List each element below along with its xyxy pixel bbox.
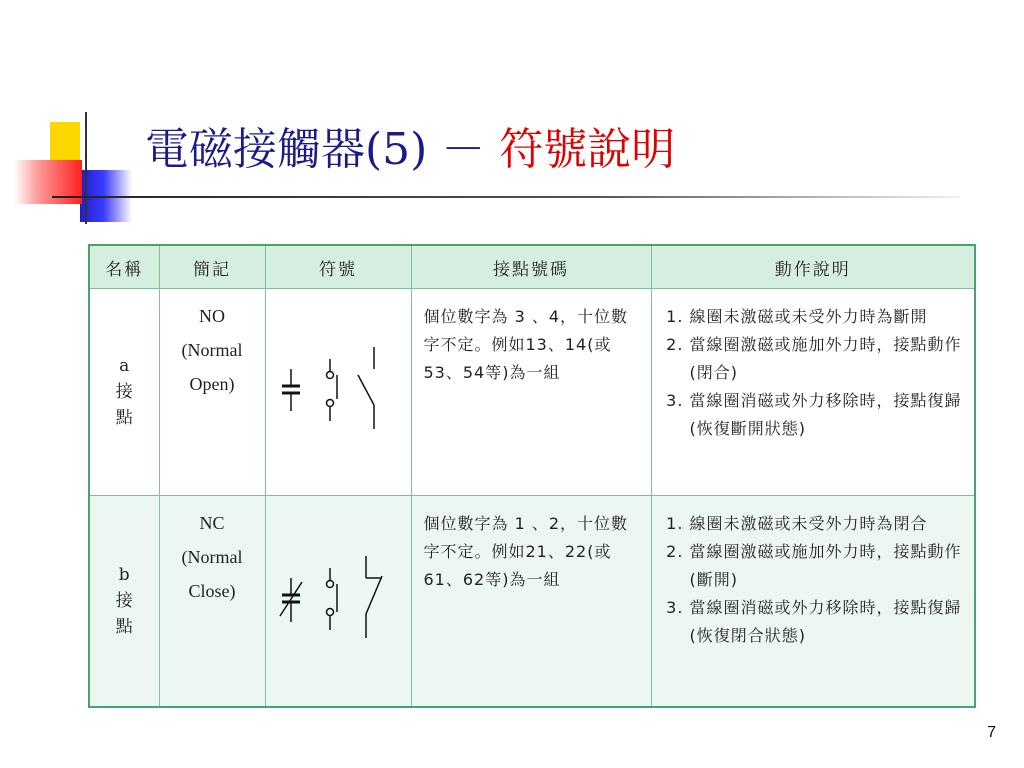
name-cell [89,289,159,496]
abbr-cell [159,496,265,708]
list-item: 1. 線圈未激磁或未受外力時為閉合 [690,510,969,538]
decor-vertical-line [85,112,87,224]
list-item: 2. 當線圈激磁或施加外力時，接點動作(斷開) [690,538,969,594]
abbr-line: (Normal [181,340,243,360]
name-cell [89,496,159,708]
abbr-line: Close) [188,581,236,601]
header-action: 動作說明 [651,245,975,289]
list-item: 3. 當線圈消磁或外力移除時，接點復歸(恢復斷開狀態) [690,387,969,443]
action-cell [651,496,975,708]
abbr-line: (Normal [181,547,243,567]
symbol-cell [265,289,411,496]
action-cell [651,289,975,496]
table-header-row [89,245,975,289]
abbr-cell [159,289,265,496]
name-line: 點 [115,617,133,637]
table-row [89,289,975,496]
contact-number-cell: 個位數字為 1 、2，十位數字不定。例如21、22(或61、62等)為一組 [411,496,651,708]
table-row [89,496,975,708]
name-letter: b [118,565,130,585]
name-line: 接 [115,382,133,402]
abbr-line: Open) [189,374,235,394]
list-item: 1. 線圈未激磁或未受外力時為斷開 [690,303,969,331]
header-abbr: 簡記 [159,245,265,289]
header-symbol: 符號 [265,245,411,289]
abbr-line: NC [199,513,225,533]
action-list [662,510,969,650]
name-line: 接 [115,591,133,611]
slide-title [145,118,675,182]
name-line: 點 [115,408,133,428]
name-letter: a [119,356,130,376]
list-item: 3. 當線圈消磁或外力移除時，接點復歸(恢復閉合狀態) [690,594,969,650]
abbr-line: NO [199,306,225,326]
title-sub: 符號說明 [499,124,676,175]
title-main: 電磁接觸器(5) － [145,124,486,175]
symbol-table [88,244,976,708]
action-list [662,303,969,443]
page-number: 7 [987,724,996,741]
header-contact-number: 接點號碼 [411,245,651,289]
symbol-cell [265,496,411,708]
header-name: 名稱 [89,245,159,289]
contact-number-cell: 個位數字為 3 、4，十位數字不定。例如13、14(或53、54等)為一組 [411,289,651,496]
normally-open-contact-symbol-icon [278,345,398,435]
list-item: 2. 當線圈激磁或施加外力時，接點動作(閉合) [690,331,969,387]
title-underline [52,196,960,198]
normally-closed-contact-symbol-icon [278,554,398,644]
